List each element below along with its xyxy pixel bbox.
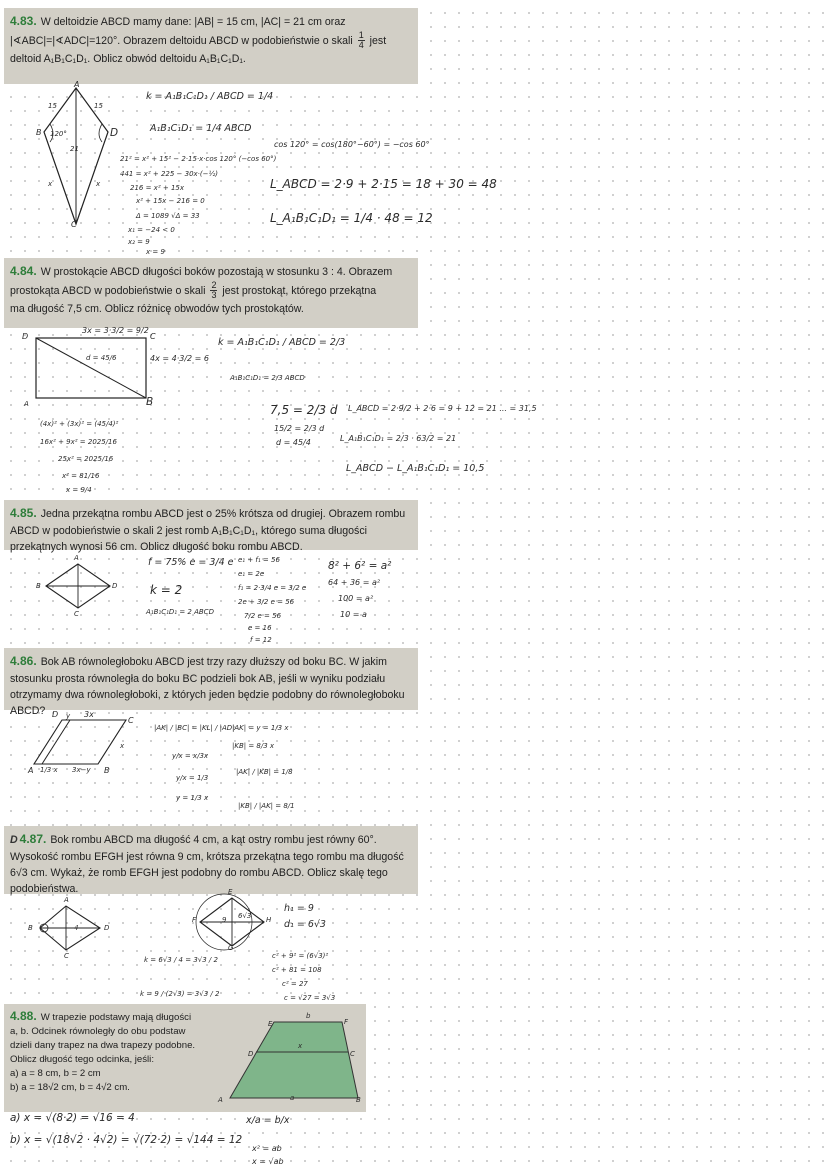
- task-number: 4.88.: [10, 1009, 37, 1023]
- label-15: 15: [94, 102, 103, 110]
- hw-line: e = 16: [248, 624, 272, 632]
- hw-line: 21² = x² + 15² − 2·15·x·cos 120° (−cos 60°): [120, 155, 277, 163]
- hw-line: L_ABCD = 2·9 + 2·15 = 18 + 30 = 48: [270, 177, 497, 191]
- label-c: C: [128, 716, 134, 725]
- label-a: A: [64, 896, 69, 904]
- hw-line: x = 9/4: [66, 486, 92, 494]
- label-b: B: [104, 766, 110, 775]
- hw-line: 441 = x² + 225 − 30x·(−½): [120, 170, 219, 178]
- label-3x: 3x: [84, 710, 94, 719]
- task-text: ma długość 7,5 cm. Oblicz różnicę obwodów tych prostokątów.: [10, 303, 304, 316]
- hw-line: 3x = 3·3/2 = 9/2: [82, 326, 149, 335]
- parallelogram-figure: [34, 716, 130, 768]
- task-number: 4.87.: [19, 832, 47, 846]
- label-b: B: [36, 582, 41, 590]
- label-y: y: [66, 712, 71, 720]
- hw-line: L_A₁B₁C₁D₁ = 1/4 · 48 = 12: [270, 211, 433, 225]
- label-third-x: 1/3 x: [40, 766, 58, 774]
- hw-line: c² = 27: [282, 980, 308, 988]
- label-b-top: b: [306, 1012, 311, 1020]
- hw-line: 25x² = 2025/16: [58, 455, 114, 463]
- rectangle-figure: [36, 338, 148, 400]
- label-15: 15: [48, 102, 57, 110]
- hw-line: 15/2 = 2/3 d: [274, 424, 325, 433]
- hw-line: L_ABCD = 2·9/2 + 2·6 = 9 + 12 = 21 ... = 31,5: [348, 404, 537, 413]
- label-3x-y: 3x−y: [72, 766, 91, 774]
- hw-line: f = 12: [250, 636, 272, 644]
- label-e: E: [228, 888, 233, 896]
- task-4-84: [4, 258, 418, 328]
- label-a: A: [74, 80, 80, 89]
- hw-line: A₁B₁C₁D₁ = 2/3 ABCD: [230, 374, 305, 382]
- hw-line: d = 45/6: [86, 354, 117, 362]
- label-x: x: [120, 742, 125, 750]
- trapezoid-figure: [226, 1018, 366, 1104]
- task-text: Bok AB równoległoboku ABCD jest trzy razy dłuższy od boku BC. W jakim stosunku prosta równoległa do boku BC podzieli bok AB, jeśli w wyniku podziału otrzymamy dwa równoległoboki, z których jeden będzie podobny do równoległoboku ABCD?: [10, 656, 405, 718]
- hw-line: |AK| / |BC| = |KL| / |AD|: [154, 724, 235, 732]
- hw-line: x² = ab: [252, 1144, 282, 1153]
- hw-line: h₁ = 9: [284, 903, 314, 914]
- task-number: 4.85.: [10, 506, 37, 520]
- hw-line: 7,5 = 2/3 d: [270, 403, 338, 417]
- hw-line: L_A₁B₁C₁D₁ = 2/3 · 63/2 = 21: [340, 434, 457, 443]
- hw-line: e₁ = 2e: [238, 570, 265, 578]
- hw-line: x = √ab: [252, 1157, 284, 1166]
- hw-line: 10 = a: [340, 610, 367, 619]
- hw-line: 7/2 e = 56: [244, 612, 282, 620]
- task-text: prostokąta ABCD w podobieństwie o skali: [10, 284, 206, 297]
- label-h: H: [266, 916, 272, 924]
- task-text: W deltoidzie ABCD mamy dane: |AB| = 15 cm, |AC| = 21 cm oraz: [40, 16, 346, 28]
- label-d: D: [22, 332, 29, 341]
- rhombus-figure: [42, 562, 118, 612]
- rhombus-efgh-figure: [188, 896, 268, 948]
- hw-line: c² + 81 = 108: [272, 966, 322, 974]
- hw-line: 64 + 36 = a²: [328, 578, 381, 587]
- label-6root3: 6√3: [238, 912, 252, 920]
- hw-line: (4x)² + (3x)² = (45/4)²: [40, 420, 119, 428]
- label-c: C: [64, 952, 69, 960]
- label-f: F: [192, 916, 197, 924]
- hw-line: |AK| / |KB| = 1/8: [236, 768, 293, 776]
- label-a: A: [74, 554, 79, 562]
- hw-line: k = 6√3 / 4 = 3√3 / 2: [144, 956, 218, 964]
- label-d: D: [52, 710, 59, 719]
- label-x: x: [298, 1042, 303, 1050]
- hw-line: k = 9 / (2√3) = 3√3 / 2: [140, 990, 220, 998]
- hw-line: Δ = 1089 √Δ = 33: [136, 212, 200, 220]
- hw-line: c = √27 = 3√3: [284, 994, 336, 1002]
- scale-fraction: $\frac{2}{3}$: [211, 279, 217, 301]
- label-c: C: [74, 610, 79, 618]
- hw-line: 4x = 4·3/2 = 6: [150, 354, 209, 363]
- label-e: E: [268, 1020, 273, 1028]
- hw-line: A₁B₁C₁D₁ = 1/4 ABCD: [150, 123, 252, 134]
- label-b: B: [36, 128, 42, 137]
- hw-line: 100 = a²: [338, 594, 374, 603]
- task-4-83: [4, 8, 418, 84]
- task-text: W prostokącie ABCD długości boków pozostają w stosunku 3 : 4. Obrazem: [40, 266, 393, 278]
- hw-line: f₁ = 2·3/4 e = 3/2 e: [238, 584, 307, 592]
- task-text: Bok rombu ABCD ma długość 4 cm, a kąt ostry rombu jest równy 60°. Wysokość rombu EFGH jest równa 9 cm, krótsza przekątna tego rombu ma długość 6√3 cm. Wykaż, że romb EFGH jest podobny do rombu ABCD. Oblicz skalę tego podobieństwa.: [10, 834, 404, 896]
- hw-line: c² + 9² = (6√3)²: [272, 952, 329, 960]
- hw-line: x = 9: [146, 248, 165, 256]
- label-c: C: [150, 332, 156, 341]
- hw-line: f = 75% e = 3/4 e: [148, 557, 234, 568]
- label-a: A: [24, 400, 29, 408]
- hw-line: cos 120° = cos(180°−60°) = −cos 60°: [274, 140, 430, 149]
- task-number: 4.84.: [10, 264, 37, 278]
- task-4-87: [4, 826, 418, 894]
- task-text: deltoid A₁B₁C₁D₁. Oblicz obwód deltoidu A₁B₁C₁D₁.: [10, 53, 246, 66]
- label-c: C: [71, 220, 77, 229]
- label-x: x: [96, 180, 101, 188]
- hw-line: |AK| = y = 1/3 x: [232, 724, 289, 732]
- label-a-bottom: a: [290, 1094, 295, 1102]
- hw-line: d₁ = 6√3: [284, 919, 326, 930]
- label-g: G: [228, 944, 234, 952]
- task-4-85: [4, 500, 418, 553]
- task-text: jest prostokąt, którego przekątna: [222, 284, 377, 297]
- label-b: B: [28, 924, 33, 932]
- label-x: x: [48, 180, 53, 188]
- hw-line: y/x = x/3x: [172, 752, 209, 760]
- label-f: F: [344, 1018, 349, 1026]
- hw-line: 16x² + 9x² = 2025/16: [40, 438, 117, 446]
- label-4: 4: [74, 924, 79, 932]
- label-b: B: [146, 396, 154, 408]
- hw-line: k = A₁B₁C₁D₁ / ABCD = 2/3: [218, 337, 346, 348]
- scale-fraction: $\frac{1}{4}$: [358, 29, 364, 51]
- task-text: Jedna przekątna rombu ABCD jest o 25% krótsza od drugiej. Obrazem rombu ABCD w podobieństwie o skali 2 jest romb A₁B₁C₁D₁, którego suma długości przekątnych wynosi 56 cm. Oblicz długość boku rombu ABCD.: [10, 508, 406, 553]
- label-b: B: [356, 1096, 361, 1104]
- label-9: 9: [222, 916, 227, 924]
- hw-line: b) x = √(18√2 · 4√2) = √(72·2) = √144 = 12: [10, 1134, 243, 1146]
- hw-line: L_ABCD − L_A₁B₁C₁D₁ = 10,5: [346, 463, 485, 474]
- label-a: A: [28, 766, 34, 775]
- label-c: C: [350, 1050, 355, 1058]
- task-number: 4.86.: [10, 654, 37, 668]
- task-number: 4.83.: [10, 14, 37, 28]
- hw-line: x₂ = 9: [128, 238, 150, 246]
- task-text: |∢ABC|=|∢ADC|=120°. Obrazem deltoidu ABCD w podobieństwie o skali: [10, 34, 353, 47]
- hw-line: |KB| / |AK| = 8/1: [238, 802, 295, 810]
- task-text: W trapezie podstawy mają długości a, b. Odcinek równoległy do obu podstaw dzieli dany trapez na dwa trapezy podobne. Oblicz długość tego odcinka, jeśli:: [10, 1012, 196, 1066]
- hw-line: x₁ = −24 < 0: [128, 226, 175, 234]
- hw-line: 216 = x² + 15x: [130, 184, 184, 192]
- hw-line: y = 1/3 x: [176, 794, 209, 802]
- label-a: A: [218, 1096, 223, 1104]
- case-b: b) a = 18√2 cm, b = 4√2 cm.: [10, 1082, 130, 1094]
- task-marker: D: [10, 834, 18, 846]
- hw-line: d = 45/4: [276, 438, 311, 447]
- hw-line: k = A₁B₁C₁D₁ / ABCD = 1/4: [146, 91, 274, 102]
- hw-line: |KB| = 8/3 x: [232, 742, 275, 750]
- hw-line: 2e + 3/2 e = 56: [238, 598, 295, 606]
- hw-line: x² + 15x − 216 = 0: [136, 197, 205, 205]
- label-d: D: [112, 582, 118, 590]
- label-d: D: [248, 1050, 254, 1058]
- hw-line: x/a = b/x: [246, 1115, 290, 1126]
- hw-line: A₁B₁C₁D₁ = 2 ABCD: [146, 608, 214, 616]
- case-a: a) a = 8 cm, b = 2 cm: [10, 1068, 101, 1080]
- hw-line: x² = 81/16: [62, 472, 100, 480]
- label-angle: 120°: [50, 130, 67, 138]
- hw-line: e₁ + f₁ = 56: [238, 556, 280, 564]
- hw-line: 8² + 6² = a²: [328, 560, 392, 572]
- hw-line: k = 2: [150, 583, 183, 597]
- task-text: jest: [369, 34, 387, 47]
- hw-line: y/x = 1/3: [176, 774, 209, 782]
- label-21: 21: [70, 145, 79, 153]
- hw-line: a) x = √(8·2) = √16 = 4: [10, 1112, 135, 1124]
- label-d: D: [110, 127, 119, 139]
- label-d: D: [104, 924, 110, 932]
